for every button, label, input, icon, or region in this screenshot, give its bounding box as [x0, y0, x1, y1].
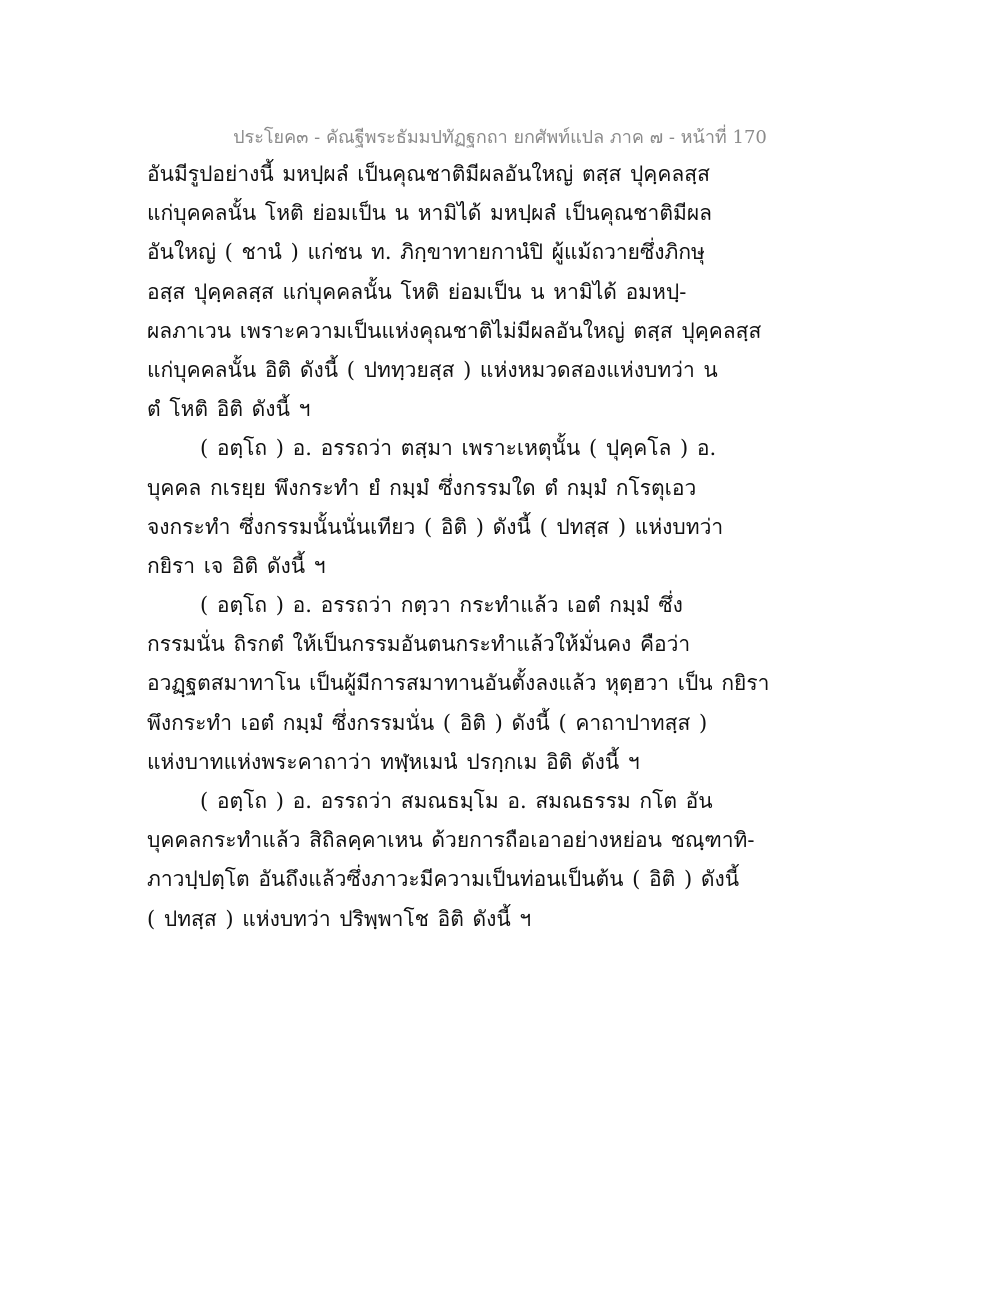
text-line: กรรมนั่น ถิรกตํ ให้เป็นกรรมอันตนกระทำแล้วให้มั่นคง คือว่า — [147, 632, 691, 657]
paragraph-first-line: ( อตฺโถ ) อ. อรรถว่า ตสฺมา เพราะเหตุนั้น ( ปุคฺคโล ) อ. — [200, 436, 717, 461]
text-line: แก่บุคคลนั้น โหติ ย่อมเป็น น หามิได้ มหปฺผลํ เป็นคุณชาติมีผล — [147, 201, 713, 226]
text-line: ( ปทสฺส ) แห่งบทว่า ปริพฺพาโช อิติ ดังนี้ ฯ — [147, 906, 532, 931]
text-line: บุคคล กเรยฺย พึงกระทำ ยํ กมฺมํ ซึ่งกรรมใด ตํ กมฺมํ กโรตุเอว — [147, 475, 697, 500]
text-line: อสฺส ปุคฺคลสฺส แก่บุคคลนั้น โหติ ย่อมเป็น น หามิได้ อมหปฺ- — [147, 279, 687, 304]
paragraph-first-line: ( อตฺโถ ) อ. อรรถว่า กตฺวา กระทำแล้ว เอตํ กมฺมํ ซึ่ง — [200, 593, 683, 618]
text-line: บุคคลกระทำแล้ว สิถิลคฺคาเหน ด้วยการถือเอาอย่างหย่อน ชณฺฑาทิ- — [147, 828, 755, 853]
text-line: พึงกระทำ เอตํ กมฺมํ ซึ่งกรรมนั่น ( อิติ ) ดังนี้ ( คาถาปาทสฺส ) — [147, 710, 708, 735]
text-line: อันใหญ่ ( ชานํ ) แก่ชน ท. ภิกฺขาทายกานํปิ ผู้แม้ถวายซึ่งภิกษุ — [147, 240, 705, 265]
text-line: ตํ โหติ อิติ ดังนี้ ฯ — [147, 397, 311, 422]
text-line: แห่งบาทแห่งพระคาถาว่า ทฬฺหเมนํ ปรกฺกเม อิติ ดังนี้ ฯ — [147, 749, 640, 774]
body-text — [147, 155, 867, 939]
text-line: อันมีรูปอย่างนี้ มหปฺผลํ เป็นคุณชาติมีผลอันใหญ่ ตสฺส ปุคฺคลสฺส — [147, 162, 710, 186]
text-line: ภาวปฺปตฺโต อันถึงแล้วซึ่งภาวะมีความเป็นท่อนเป็นต้น ( อิติ ) ดังนี้ — [147, 867, 740, 892]
text-line: จงกระทำ ซึ่งกรรมนั้นนั่นเทียว ( อิติ ) ดังนี้ ( ปทสฺส ) แห่งบทว่า — [147, 514, 724, 539]
page-header: ประโยค๓ - คัณฐีพระธัมมปทัฏฐกถา ยกศัพท์แปล ภาค ๗ - หน้าที่ 170 — [233, 127, 767, 148]
paragraph-first-line: ( อตฺโถ ) อ. อรรถว่า สมณธมฺโม อ. สมณธรรม กโต อัน — [200, 789, 713, 813]
text-line: กยิรา เจ อิติ ดังนี้ ฯ — [147, 553, 326, 578]
text-line: แก่บุคคลนั้น อิติ ดังนี้ ( ปททฺวยสฺส ) แห่งหมวดสองแห่งบทว่า น — [147, 357, 718, 382]
text-line: ผลภาเวน เพราะความเป็นแห่งคุณชาติไม่มีผลอันใหญ่ ตสฺส ปุคฺคลสฺส — [147, 318, 762, 343]
text-line: อวฏฺฐตสมาทาโน เป็นผู้มีการสมาทานอันตั้งลงแล้ว หุตฺฮวา เป็น กยิรา — [147, 671, 770, 696]
